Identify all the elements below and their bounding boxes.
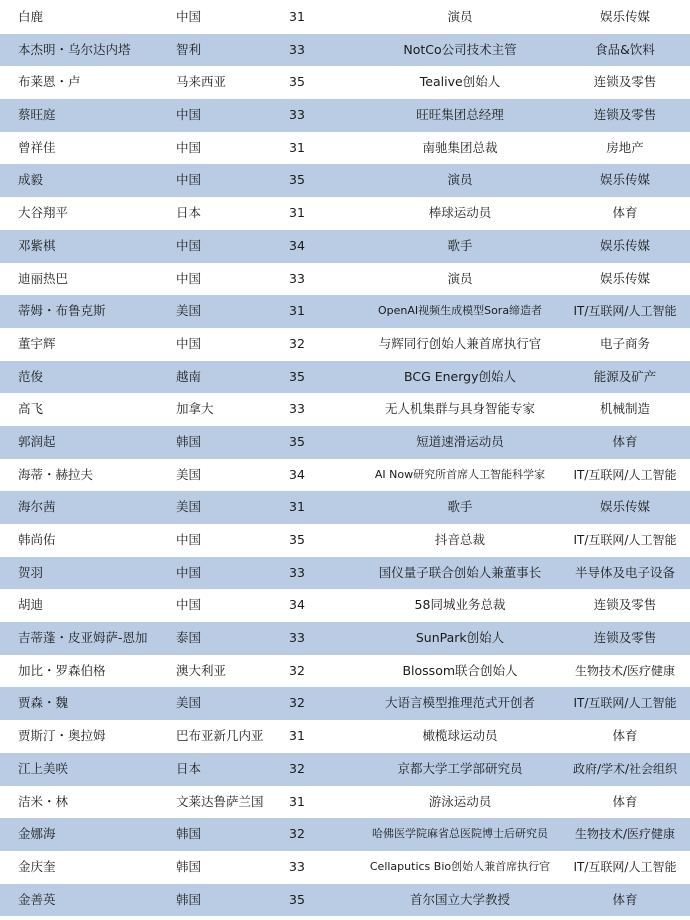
- industry-cell: 生物技术/医疗健康: [574, 827, 676, 842]
- table-row: [0, 491, 690, 524]
- table-row: [0, 884, 690, 917]
- table-row: [0, 687, 690, 720]
- title-cell: Cellaputics Bio创始人兼首席执行官: [369, 859, 551, 873]
- table-row: [0, 851, 690, 884]
- title-cell: 棒球运动员: [428, 205, 492, 221]
- name-cell: 贺羽: [18, 564, 44, 580]
- country-cell: 韩国: [176, 433, 202, 449]
- industry-cell: 娱乐传媒: [599, 499, 650, 515]
- country-cell: 中国: [176, 532, 202, 547]
- name-cell: 曾祥佳: [18, 139, 56, 155]
- name-cell: 贾斯汀・奥拉姆: [18, 728, 106, 744]
- age-cell: 32: [289, 826, 305, 842]
- title-cell: 国仪量子联合创始人兼董事长: [378, 564, 542, 580]
- table-row: [0, 753, 690, 786]
- age-cell: 33: [289, 270, 305, 286]
- age-cell: 35: [289, 368, 305, 384]
- name-cell: 大谷翔平: [18, 205, 69, 221]
- age-cell: 31: [289, 205, 305, 221]
- age-cell: 31: [289, 303, 305, 319]
- table-row: [0, 66, 690, 99]
- table-row: [0, 818, 690, 851]
- country-cell: 巴布亚新几内亚: [176, 728, 264, 744]
- title-cell: 无人机集群与具身智能专家: [384, 401, 535, 417]
- title-cell: 大语言模型推理范式开创者: [384, 695, 535, 711]
- title-cell: 与辉同行创始人兼首席执行官: [378, 335, 542, 351]
- country-cell: 美国: [176, 303, 202, 319]
- name-cell: 海尔茜: [18, 499, 56, 515]
- country-cell: 加拿大: [176, 401, 214, 417]
- age-cell: 33: [289, 630, 305, 646]
- title-cell: 演员: [447, 270, 473, 286]
- country-cell: 韩国: [176, 826, 202, 842]
- age-cell: 33: [289, 107, 305, 123]
- country-cell: 中国: [176, 270, 202, 286]
- title-cell: OpenAI视频生成模型Sora缔造者: [377, 304, 543, 318]
- title-cell: 橄榄球运动员: [422, 728, 498, 744]
- age-cell: 35: [289, 433, 305, 449]
- table-row: [0, 164, 690, 197]
- country-cell: 韩国: [176, 858, 202, 874]
- table-row: [0, 622, 690, 655]
- country-cell: 中国: [176, 139, 202, 155]
- title-cell: 58同城业务总裁: [414, 597, 506, 613]
- table-row: [0, 361, 690, 394]
- industry-cell: IT/互联网/人工智能: [573, 304, 677, 319]
- name-cell: 郭润起: [18, 433, 56, 449]
- table-row: [0, 557, 690, 590]
- table-row: [0, 459, 690, 492]
- industry-cell: 娱乐传媒: [599, 237, 650, 253]
- name-cell: 高飞: [18, 401, 44, 417]
- industry-cell: 体育: [612, 891, 638, 907]
- table-row: [0, 197, 690, 230]
- name-cell: 白鹿: [18, 9, 44, 24]
- age-cell: 33: [289, 858, 305, 874]
- industry-cell: 半导体及电子设备: [574, 564, 675, 580]
- industry-cell: 能源及矿产: [593, 368, 657, 384]
- age-cell: 35: [289, 172, 305, 188]
- age-cell: 31: [289, 139, 305, 155]
- industry-cell: 娱乐传媒: [599, 270, 650, 286]
- country-cell: 越南: [176, 368, 202, 384]
- table-row: [0, 720, 690, 753]
- industry-cell: 机械制造: [599, 401, 650, 417]
- industry-cell: IT/互联网/人工智能: [573, 467, 677, 482]
- age-cell: 32: [289, 335, 305, 351]
- country-cell: 中国: [176, 107, 202, 123]
- industry-cell: IT/互联网/人工智能: [573, 696, 677, 711]
- industry-cell: 房地产: [606, 139, 644, 155]
- age-cell: 32: [289, 760, 305, 776]
- name-cell: 吉蒂蓬・皮亚姆萨-恩加: [18, 630, 148, 646]
- title-cell: 旺旺集团总经理: [416, 107, 504, 123]
- name-cell: 邓紫棋: [18, 237, 56, 253]
- name-cell: 蒂姆・布鲁克斯: [18, 303, 106, 319]
- title-cell: 演员: [447, 172, 473, 188]
- country-cell: 美国: [176, 499, 202, 515]
- title-cell: 哈佛医学院麻省总医院博士后研究员: [372, 827, 548, 841]
- table-row: [0, 263, 690, 296]
- country-cell: 中国: [176, 564, 202, 580]
- name-cell: 贾森・魏: [18, 695, 69, 711]
- country-cell: 澳大利亚: [176, 662, 227, 678]
- country-cell: 韩国: [176, 891, 202, 907]
- table-row: [0, 393, 690, 426]
- industry-cell: 生物技术/医疗健康: [574, 663, 676, 678]
- name-cell: 成毅: [18, 172, 44, 188]
- age-cell: 32: [289, 695, 305, 711]
- country-cell: 美国: [176, 466, 202, 482]
- table-row: [0, 786, 690, 819]
- name-cell: 韩尚佑: [18, 532, 56, 547]
- name-cell: 金善英: [18, 891, 56, 907]
- table-row: [0, 524, 690, 557]
- table-row: [0, 295, 690, 328]
- name-cell: 迪丽热巴: [18, 270, 69, 286]
- name-cell: 金娜海: [18, 826, 56, 842]
- name-cell: 本杰明・乌尔达内塔: [18, 41, 131, 57]
- age-cell: 33: [289, 41, 305, 57]
- country-cell: 中国: [176, 172, 202, 188]
- age-cell: 33: [289, 564, 305, 580]
- title-cell: AI Now研究所首席人工智能科学家: [374, 467, 546, 481]
- title-cell: 游泳运动员: [428, 793, 492, 809]
- industry-cell: 娱乐传媒: [599, 172, 650, 188]
- age-cell: 35: [289, 532, 305, 547]
- age-cell: 31: [289, 9, 305, 24]
- industry-cell: 体育: [612, 205, 638, 221]
- table-row: [0, 132, 690, 165]
- age-cell: 34: [289, 237, 305, 253]
- age-cell: 34: [289, 597, 305, 613]
- title-cell: Blossom联合创始人: [402, 662, 518, 678]
- country-cell: 中国: [176, 335, 202, 351]
- industry-cell: IT/互联网/人工智能: [573, 859, 677, 874]
- age-cell: 31: [289, 793, 305, 809]
- name-cell: 海蒂・赫拉夫: [18, 466, 94, 482]
- title-cell: 抖音总裁: [434, 532, 485, 547]
- title-cell: NotCo公司技术主管: [403, 41, 517, 57]
- country-cell: 泰国: [176, 630, 202, 646]
- industry-cell: 电子商务: [599, 335, 650, 351]
- name-cell: 金庆奎: [18, 858, 56, 874]
- name-cell: 胡迪: [18, 597, 44, 613]
- country-cell: 中国: [176, 237, 202, 253]
- country-cell: 马来西亚: [176, 74, 227, 90]
- title-cell: Tealive创始人: [419, 74, 501, 90]
- table-row: [0, 99, 690, 132]
- country-cell: 智利: [176, 41, 202, 57]
- industry-cell: 体育: [612, 793, 638, 809]
- industry-cell: 连锁及零售: [593, 107, 657, 123]
- industry-cell: 连锁及零售: [593, 630, 657, 646]
- industry-cell: 连锁及零售: [593, 597, 657, 613]
- age-cell: 32: [289, 662, 305, 678]
- table-row: [0, 34, 690, 67]
- title-cell: 歌手: [447, 237, 473, 253]
- industry-cell: 食品&饮料: [595, 41, 655, 57]
- title-cell: SunPark创始人: [415, 630, 505, 646]
- age-cell: 35: [289, 74, 305, 90]
- country-cell: 中国: [176, 9, 202, 24]
- industry-cell: 连锁及零售: [593, 74, 657, 90]
- name-cell: 加比・罗森伯格: [18, 662, 106, 678]
- country-cell: 中国: [176, 597, 202, 613]
- age-cell: 33: [289, 401, 305, 417]
- title-cell: 歌手: [447, 499, 473, 515]
- age-cell: 31: [289, 728, 305, 744]
- age-cell: 31: [289, 499, 305, 515]
- table-row: [0, 230, 690, 263]
- country-cell: 美国: [176, 695, 202, 711]
- country-cell: 日本: [176, 205, 202, 221]
- name-cell: 布莱恩・卢: [18, 74, 81, 90]
- table-row: [0, 655, 690, 688]
- industry-cell: 政府/学术/社会组织: [572, 761, 678, 776]
- country-cell: 日本: [176, 760, 202, 776]
- name-cell: 洁米・林: [18, 793, 69, 809]
- country-cell: 文莱达鲁萨兰国: [176, 793, 264, 809]
- table-row: [0, 1, 690, 34]
- age-cell: 35: [289, 891, 305, 907]
- table-row: [0, 426, 690, 459]
- name-cell: 蔡旺庭: [18, 107, 56, 123]
- name-cell: 江上美咲: [18, 760, 69, 776]
- name-cell: 范俊: [18, 368, 44, 384]
- name-cell: 董宇辉: [18, 335, 56, 351]
- title-cell: 京都大学工学部研究员: [397, 760, 523, 776]
- title-cell: BCG Energy创始人: [403, 368, 516, 384]
- industry-cell: 体育: [612, 433, 638, 449]
- title-cell: 演员: [447, 9, 473, 24]
- industry-cell: 娱乐传媒: [599, 9, 650, 24]
- table-row: [0, 589, 690, 622]
- industry-cell: 体育: [612, 728, 638, 744]
- age-cell: 34: [289, 466, 305, 482]
- title-cell: 南驰集团总裁: [422, 139, 498, 155]
- title-cell: 首尔国立大学教授: [409, 891, 510, 907]
- table-row: [0, 328, 690, 361]
- industry-cell: IT/互联网/人工智能: [573, 533, 677, 547]
- title-cell: 短道速滑运动员: [416, 433, 504, 449]
